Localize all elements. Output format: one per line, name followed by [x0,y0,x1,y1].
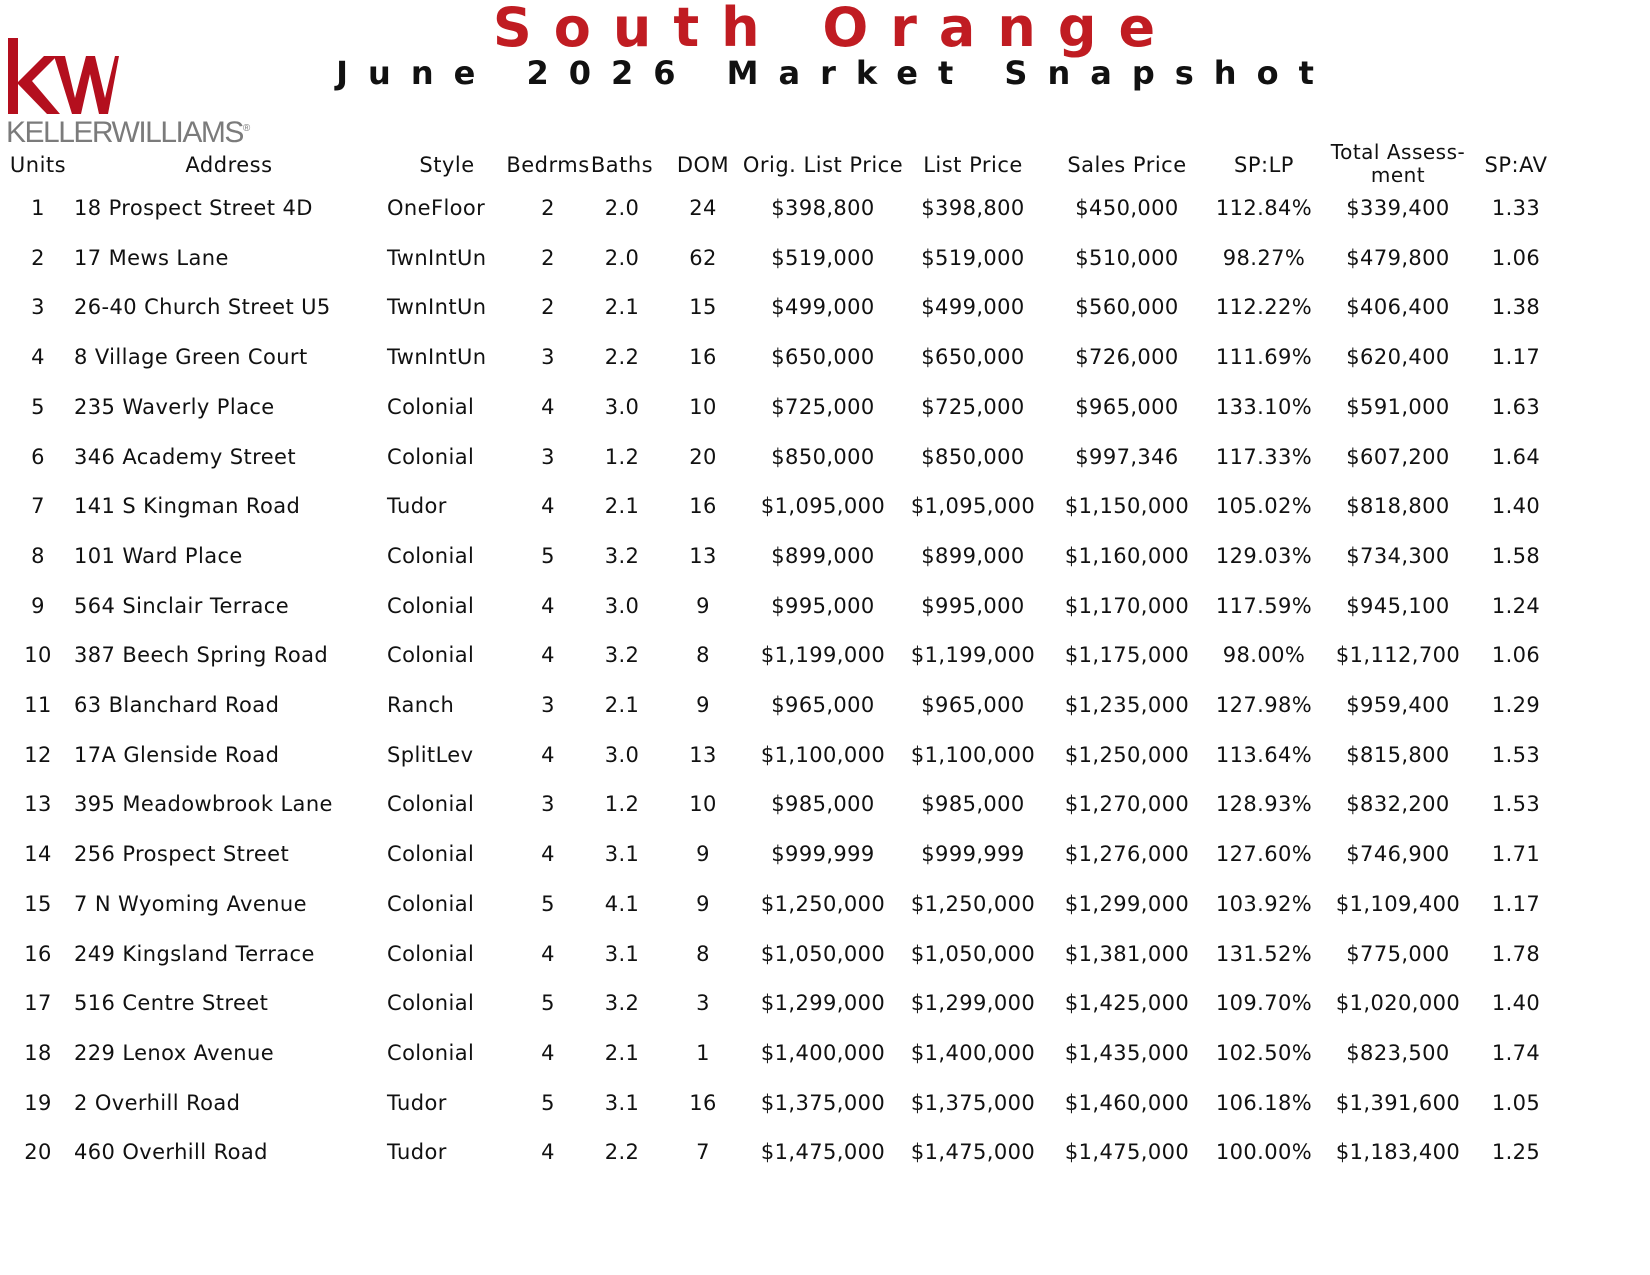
cell-style: TwnIntUn [387,295,487,320]
cell-sales-price: $1,460,000 [1064,1090,1190,1115]
cell-address: 63 Blanchard Road [74,693,280,717]
cell-address: 395 Meadowbrook Lane [74,792,333,817]
cell-days-on-market: 1 [696,1040,710,1065]
cell-list-price: $650,000 [921,345,1025,370]
cell-orig-list-price: $1,299,000 [760,991,886,1016]
cell-unit-number: 8 [31,543,45,568]
cell-days-on-market: 20 [689,444,717,469]
cell-unit-number: 4 [31,345,45,370]
cell-days-on-market: 15 [689,295,717,320]
cell-days-on-market: 9 [696,593,710,618]
cell-baths: 2.1 [604,1040,640,1065]
table-row [0,232,1650,284]
cell-total-assessment: $479,800 [1346,245,1450,270]
cell-total-assessment: $823,500 [1346,1040,1450,1065]
cell-sp-lp-ratio: 106.18% [1215,1090,1313,1115]
cell-baths: 3.2 [604,543,640,568]
cell-days-on-market: 24 [689,196,717,220]
cell-bedrooms: 2 [541,295,555,320]
cell-baths: 2.1 [604,693,640,717]
header-baths: Baths [590,153,654,177]
cell-bedrooms: 2 [541,196,555,220]
cell-bedrooms: 4 [541,394,555,419]
table-row [0,679,1650,731]
cell-sp-lp-ratio: 113.64% [1215,742,1313,767]
cell-address: 460 Overhill Road [74,1140,268,1165]
cell-bedrooms: 2 [541,245,555,270]
cell-sp-av-ratio: 1.53 [1491,792,1541,817]
cell-sp-lp-ratio: 98.00% [1222,643,1306,668]
cell-total-assessment: $945,100 [1346,593,1450,618]
cell-orig-list-price: $1,400,000 [760,1040,886,1065]
cell-sp-lp-ratio: 133.10% [1215,394,1313,419]
cell-sales-price: $1,299,000 [1064,891,1190,916]
cell-sp-av-ratio: 1.58 [1491,543,1541,568]
cell-total-assessment: $339,400 [1346,196,1450,220]
cell-days-on-market: 13 [689,742,717,767]
cell-total-assessment: $959,400 [1346,693,1450,717]
table-row [0,331,1650,383]
cell-bedrooms: 5 [541,1090,555,1115]
header-dom: DOM [676,153,730,177]
table-row [0,828,1650,880]
cell-days-on-market: 8 [696,941,710,966]
cell-unit-number: 10 [24,643,52,668]
table-row [0,977,1650,1029]
cell-orig-list-price: $398,800 [771,196,875,220]
cell-address: 26-40 Church Street U5 [74,295,331,320]
cell-sales-price: $1,160,000 [1064,543,1190,568]
cell-sp-av-ratio: 1.06 [1491,643,1541,668]
cell-address: 8 Village Green Court [74,345,308,370]
header-sp-av: SP:AV [1484,153,1548,177]
cell-sp-av-ratio: 1.17 [1491,345,1541,370]
cell-unit-number: 1 [31,196,45,220]
cell-unit-number: 17 [24,991,52,1016]
cell-unit-number: 9 [31,593,45,618]
table-row [0,878,1650,930]
cell-sales-price: $1,381,000 [1064,941,1190,966]
cell-bedrooms: 4 [541,593,555,618]
cell-sales-price: $726,000 [1075,345,1179,370]
cell-address: 2 Overhill Road [74,1090,241,1115]
cell-baths: 1.2 [604,444,640,469]
table-row [0,928,1650,980]
cell-days-on-market: 3 [696,991,710,1016]
cell-total-assessment: $1,112,700 [1335,643,1461,668]
cell-sp-av-ratio: 1.25 [1491,1140,1541,1165]
cell-sp-av-ratio: 1.40 [1491,991,1541,1016]
cell-unit-number: 20 [24,1140,52,1165]
cell-style: Colonial [387,444,475,469]
cell-unit-number: 11 [24,693,52,717]
cell-orig-list-price: $965,000 [771,693,875,717]
keller-williams-wordmark: KELLERWILLIAMS® [6,116,251,149]
cell-bedrooms: 3 [541,792,555,817]
header-sales-price: Sales Price [1067,153,1187,177]
cell-style: Colonial [387,1040,475,1065]
cell-orig-list-price: $985,000 [771,792,875,817]
cell-bedrooms: 4 [541,842,555,867]
cell-style: Colonial [387,792,475,817]
cell-sp-lp-ratio: 131.52% [1215,941,1313,966]
table-row [0,629,1650,681]
cell-sales-price: $997,346 [1075,444,1179,469]
cell-days-on-market: 8 [696,643,710,668]
cell-unit-number: 18 [24,1040,52,1065]
cell-sp-lp-ratio: 117.59% [1215,593,1313,618]
cell-unit-number: 2 [31,245,45,270]
cell-sp-av-ratio: 1.78 [1491,941,1541,966]
header-units: Units [9,153,67,177]
cell-baths: 2.2 [604,1140,640,1165]
table-row [0,729,1650,781]
table-row [0,1077,1650,1129]
cell-style: Tudor [387,494,447,519]
cell-address: 17A Glenside Road [74,742,280,767]
cell-bedrooms: 4 [541,643,555,668]
cell-address: 235 Waverly Place [74,394,275,419]
cell-bedrooms: 3 [541,345,555,370]
cell-baths: 3.0 [604,394,640,419]
cell-sales-price: $1,435,000 [1064,1040,1190,1065]
header-orig-list-price: Orig. List Price [742,153,904,177]
cell-total-assessment: $1,391,600 [1335,1090,1461,1115]
table-row [0,530,1650,582]
cell-orig-list-price: $1,050,000 [760,941,886,966]
header-bedrooms: Bedrms [506,153,590,177]
cell-sp-lp-ratio: 117.33% [1215,444,1313,469]
cell-address: 17 Mews Lane [74,245,229,270]
cell-orig-list-price: $650,000 [771,345,875,370]
cell-sp-av-ratio: 1.17 [1491,891,1541,916]
cell-bedrooms: 5 [541,991,555,1016]
cell-sp-lp-ratio: 127.60% [1215,842,1313,867]
cell-list-price: $1,095,000 [910,494,1036,519]
cell-orig-list-price: $850,000 [771,444,875,469]
cell-days-on-market: 9 [696,693,710,717]
cell-orig-list-price: $1,475,000 [760,1140,886,1165]
table-row [0,1027,1650,1079]
cell-bedrooms: 4 [541,941,555,966]
cell-sp-lp-ratio: 128.93% [1215,792,1313,817]
cell-sales-price: $1,235,000 [1064,693,1190,717]
cell-days-on-market: 9 [696,842,710,867]
cell-list-price: $519,000 [921,245,1025,270]
cell-list-price: $1,400,000 [910,1040,1036,1065]
cell-total-assessment: $620,400 [1346,345,1450,370]
cell-sp-av-ratio: 1.74 [1491,1040,1541,1065]
cell-list-price: $1,199,000 [910,643,1036,668]
cell-sp-av-ratio: 1.33 [1491,196,1541,220]
cell-bedrooms: 4 [541,1040,555,1065]
cell-orig-list-price: $1,250,000 [760,891,886,916]
cell-total-assessment: $734,300 [1346,543,1450,568]
cell-days-on-market: 16 [689,1090,717,1115]
cell-style: SplitLev [387,742,474,767]
cell-baths: 3.0 [604,742,640,767]
cell-orig-list-price: $999,999 [771,842,875,867]
cell-style: Ranch [387,693,455,717]
cell-list-price: $999,999 [921,842,1025,867]
cell-sales-price: $1,175,000 [1064,643,1190,668]
cell-style: Tudor [387,1090,447,1115]
keller-williams-logo [4,36,251,149]
cell-baths: 2.0 [604,245,640,270]
cell-sp-av-ratio: 1.24 [1491,593,1541,618]
page-title: South Orange [492,0,1178,59]
cell-list-price: $965,000 [921,693,1025,717]
cell-style: Colonial [387,543,475,568]
cell-style: TwnIntUn [387,345,487,370]
cell-total-assessment: $1,183,400 [1335,1140,1461,1165]
cell-style: Colonial [387,941,475,966]
cell-sp-lp-ratio: 102.50% [1215,1040,1313,1065]
table-row [0,431,1650,483]
cell-orig-list-price: $1,100,000 [760,742,886,767]
cell-total-assessment: $591,000 [1346,394,1450,419]
cell-bedrooms: 3 [541,444,555,469]
cell-list-price: $1,475,000 [910,1140,1036,1165]
cell-total-assessment: $775,000 [1346,941,1450,966]
cell-total-assessment: $1,109,400 [1335,891,1461,916]
cell-list-price: $398,800 [921,196,1025,220]
cell-bedrooms: 5 [541,891,555,916]
cell-baths: 3.1 [604,941,640,966]
cell-address: 101 Ward Place [74,543,243,568]
cell-baths: 2.2 [604,345,640,370]
cell-list-price: $1,100,000 [910,742,1036,767]
cell-style: Colonial [387,593,475,618]
cell-unit-number: 14 [24,842,52,867]
header-sp-lp: SP:LP [1234,153,1294,177]
cell-list-price: $1,299,000 [910,991,1036,1016]
cell-total-assessment: $1,020,000 [1335,991,1461,1016]
cell-baths: 2.0 [604,196,640,220]
cell-orig-list-price: $499,000 [771,295,875,320]
cell-list-price: $725,000 [921,394,1025,419]
cell-sp-lp-ratio: 103.92% [1215,891,1313,916]
cell-days-on-market: 7 [696,1140,710,1165]
cell-unit-number: 13 [24,792,52,817]
cell-sp-lp-ratio: 112.22% [1215,295,1313,320]
cell-bedrooms: 3 [541,693,555,717]
cell-style: OneFloor [387,196,486,220]
cell-address: 346 Academy Street [74,444,296,469]
cell-days-on-market: 16 [689,345,717,370]
cell-sales-price: $1,170,000 [1064,593,1190,618]
cell-sp-lp-ratio: 105.02% [1215,494,1313,519]
cell-address: 249 Kingsland Terrace [74,941,315,966]
cell-style: Colonial [387,842,475,867]
cell-orig-list-price: $725,000 [771,394,875,419]
cell-sales-price: $1,425,000 [1064,991,1190,1016]
cell-orig-list-price: $995,000 [771,593,875,618]
cell-days-on-market: 13 [689,543,717,568]
cell-days-on-market: 62 [689,245,717,270]
table-row [0,480,1650,532]
header-total-assessment: Total Assess- ment [1330,140,1466,187]
cell-sp-av-ratio: 1.40 [1491,494,1541,519]
cell-list-price: $1,250,000 [910,891,1036,916]
cell-style: Colonial [387,394,475,419]
cell-baths: 3.2 [604,991,640,1016]
cell-sales-price: $450,000 [1075,196,1179,220]
cell-bedrooms: 4 [541,1140,555,1165]
cell-sales-price: $560,000 [1075,295,1179,320]
cell-baths: 1.2 [604,792,640,817]
cell-sales-price: $1,270,000 [1064,792,1190,817]
cell-sales-price: $1,150,000 [1064,494,1190,519]
cell-unit-number: 15 [24,891,52,916]
cell-days-on-market: 9 [696,891,710,916]
cell-bedrooms: 5 [541,543,555,568]
cell-unit-number: 5 [31,394,45,419]
cell-style: Colonial [387,991,475,1016]
cell-address: 564 Sinclair Terrace [74,593,290,618]
cell-total-assessment: $607,200 [1346,444,1450,469]
cell-days-on-market: 10 [689,792,717,817]
cell-style: Colonial [387,891,475,916]
cell-address: 229 Lenox Avenue [74,1040,275,1065]
cell-sales-price: $510,000 [1075,245,1179,270]
cell-total-assessment: $815,800 [1346,742,1450,767]
cell-baths: 2.1 [604,295,640,320]
header-address: Address [185,153,273,177]
cell-total-assessment: $832,200 [1346,792,1450,817]
kw-logo-mark-icon [4,36,119,116]
cell-unit-number: 19 [24,1090,52,1115]
cell-sp-av-ratio: 1.06 [1491,245,1541,270]
cell-bedrooms: 4 [541,494,555,519]
cell-address: 7 N Wyoming Avenue [74,891,307,916]
cell-baths: 3.2 [604,643,640,668]
cell-sales-price: $1,475,000 [1064,1140,1190,1165]
cell-unit-number: 6 [31,444,45,469]
cell-sp-lp-ratio: 100.00% [1215,1140,1313,1165]
cell-list-price: $995,000 [921,593,1025,618]
cell-baths: 4.1 [604,891,640,916]
cell-unit-number: 3 [31,295,45,320]
cell-baths: 2.1 [604,494,640,519]
cell-list-price: $985,000 [921,792,1025,817]
cell-address: 141 S Kingman Road [74,494,301,519]
cell-sp-av-ratio: 1.64 [1491,444,1541,469]
cell-style: TwnIntUn [387,245,487,270]
cell-unit-number: 7 [31,494,45,519]
cell-sales-price: $965,000 [1075,394,1179,419]
cell-orig-list-price: $1,095,000 [760,494,886,519]
cell-orig-list-price: $519,000 [771,245,875,270]
cell-days-on-market: 10 [689,394,717,419]
cell-address: 516 Centre Street [74,991,269,1016]
cell-bedrooms: 4 [541,742,555,767]
cell-style: Tudor [387,1140,447,1165]
cell-orig-list-price: $1,375,000 [760,1090,886,1115]
cell-total-assessment: $746,900 [1346,842,1450,867]
cell-sp-lp-ratio: 111.69% [1215,345,1313,370]
cell-sp-lp-ratio: 109.70% [1215,991,1313,1016]
cell-list-price: $1,375,000 [910,1090,1036,1115]
page-subtitle: June 2026 Market Snapshot [336,54,1334,92]
cell-unit-number: 12 [24,742,52,767]
cell-address: 387 Beech Spring Road [74,643,329,668]
cell-sp-av-ratio: 1.53 [1491,742,1541,767]
cell-sales-price: $1,276,000 [1064,842,1190,867]
header-list-price: List Price [923,153,1023,177]
cell-sp-lp-ratio: 129.03% [1215,543,1313,568]
cell-address: 18 Prospect Street 4D [74,196,313,220]
cell-unit-number: 16 [24,941,52,966]
cell-total-assessment: $406,400 [1346,295,1450,320]
cell-list-price: $1,050,000 [910,941,1036,966]
table-row [0,182,1650,234]
cell-sp-lp-ratio: 127.98% [1215,693,1313,717]
cell-list-price: $499,000 [921,295,1025,320]
cell-sp-av-ratio: 1.29 [1491,693,1541,717]
cell-list-price: $850,000 [921,444,1025,469]
cell-orig-list-price: $1,199,000 [760,643,886,668]
cell-style: Colonial [387,643,475,668]
header-style: Style [419,153,475,177]
table-row [0,281,1650,333]
cell-days-on-market: 16 [689,494,717,519]
table-row [0,1126,1650,1178]
cell-baths: 3.1 [604,1090,640,1115]
cell-list-price: $899,000 [921,543,1025,568]
cell-orig-list-price: $899,000 [771,543,875,568]
cell-address: 256 Prospect Street [74,842,290,867]
cell-baths: 3.0 [604,593,640,618]
table-row [0,778,1650,830]
cell-sp-av-ratio: 1.38 [1491,295,1541,320]
cell-sp-lp-ratio: 112.84% [1215,196,1313,220]
table-row [0,580,1650,632]
cell-sp-av-ratio: 1.05 [1491,1090,1541,1115]
table-row [0,381,1650,433]
cell-sales-price: $1,250,000 [1064,742,1190,767]
cell-baths: 3.1 [604,842,640,867]
cell-sp-av-ratio: 1.63 [1491,394,1541,419]
cell-sp-lp-ratio: 98.27% [1222,245,1306,270]
cell-sp-av-ratio: 1.71 [1491,842,1541,867]
cell-total-assessment: $818,800 [1346,494,1450,519]
